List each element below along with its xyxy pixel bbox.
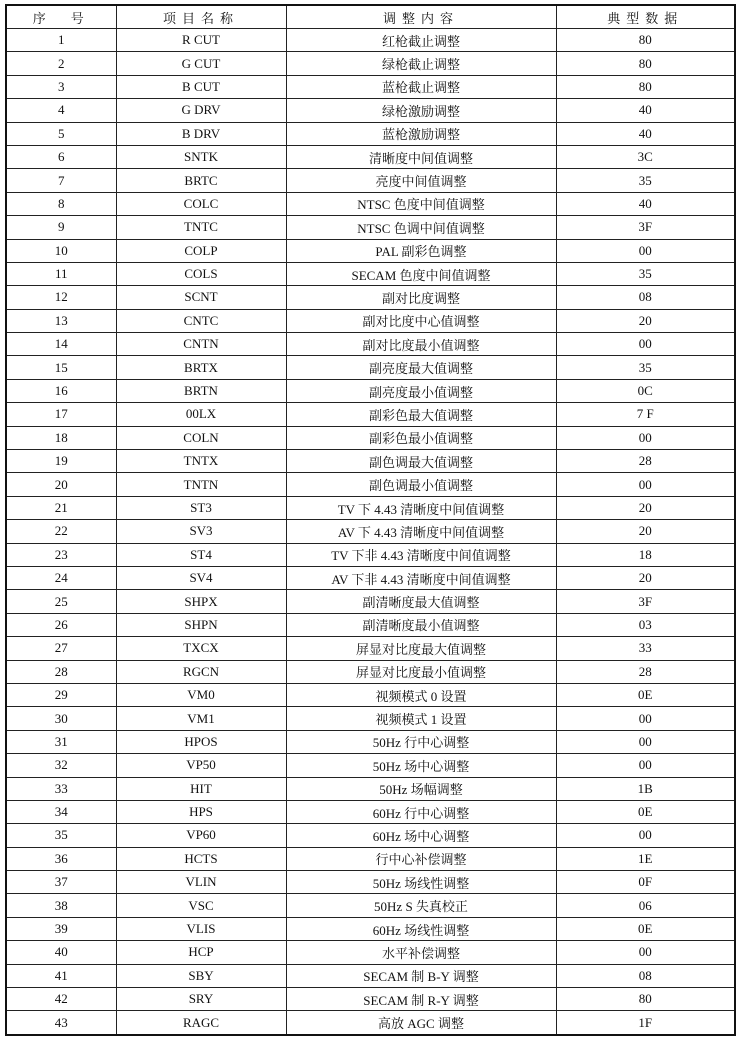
table-row — [6, 1011, 735, 1035]
cell-typical-value: 33 — [556, 637, 735, 660]
table-row — [6, 824, 735, 847]
cell-typical-value: 00 — [556, 824, 735, 847]
cell-index: 3 — [6, 75, 116, 98]
table-row — [6, 496, 735, 519]
cell-typical-value: 35 — [556, 356, 735, 379]
table-body — [6, 29, 735, 1036]
cell-item-name: R CUT — [116, 29, 286, 52]
cell-item-name: SCNT — [116, 286, 286, 309]
table-row — [6, 75, 735, 98]
cell-typical-value: 08 — [556, 286, 735, 309]
cell-adjustment: 视频模式 1 设置 — [286, 707, 556, 730]
cell-typical-value: 00 — [556, 707, 735, 730]
cell-index: 36 — [6, 847, 116, 870]
table-row — [6, 988, 735, 1011]
table-row — [6, 777, 735, 800]
cell-adjustment: AV 下非 4.43 清晰度中间值调整 — [286, 566, 556, 589]
cell-item-name: B DRV — [116, 122, 286, 145]
cell-typical-value: 40 — [556, 99, 735, 122]
cell-index: 9 — [6, 216, 116, 239]
cell-item-name: TXCX — [116, 637, 286, 660]
cell-typical-value: 08 — [556, 964, 735, 987]
cell-adjustment: 60Hz 场线性调整 — [286, 917, 556, 940]
table-row — [6, 730, 735, 753]
cell-adjustment: 红枪截止调整 — [286, 29, 556, 52]
cell-item-name: COLS — [116, 262, 286, 285]
cell-typical-value: 00 — [556, 426, 735, 449]
cell-typical-value: 80 — [556, 52, 735, 75]
table-row — [6, 894, 735, 917]
cell-index: 27 — [6, 637, 116, 660]
cell-typical-value: 00 — [556, 941, 735, 964]
table-row — [6, 333, 735, 356]
cell-item-name: TNTN — [116, 473, 286, 496]
cell-index: 30 — [6, 707, 116, 730]
cell-index: 35 — [6, 824, 116, 847]
cell-typical-value: 35 — [556, 169, 735, 192]
header-typical-value: 典型数据 — [556, 5, 735, 29]
cell-typical-value: 0F — [556, 871, 735, 894]
cell-typical-value: 3F — [556, 216, 735, 239]
cell-item-name: HCP — [116, 941, 286, 964]
cell-item-name: 00LX — [116, 403, 286, 426]
table-row — [6, 379, 735, 402]
cell-item-name: COLP — [116, 239, 286, 262]
header-item-name: 项目名称 — [116, 5, 286, 29]
cell-typical-value: 18 — [556, 543, 735, 566]
table-row — [6, 99, 735, 122]
cell-item-name: SHPX — [116, 590, 286, 613]
cell-index: 23 — [6, 543, 116, 566]
cell-adjustment: SECAM 色度中间值调整 — [286, 262, 556, 285]
cell-item-name: VLIS — [116, 917, 286, 940]
cell-typical-value: 0E — [556, 683, 735, 706]
cell-index: 15 — [6, 356, 116, 379]
cell-index: 24 — [6, 566, 116, 589]
cell-item-name: COLN — [116, 426, 286, 449]
table-row — [6, 262, 735, 285]
cell-typical-value: 35 — [556, 262, 735, 285]
cell-index: 5 — [6, 122, 116, 145]
cell-index: 1 — [6, 29, 116, 52]
cell-typical-value: 0C — [556, 379, 735, 402]
table-row — [6, 964, 735, 987]
cell-typical-value: 80 — [556, 988, 735, 1011]
cell-adjustment: 60Hz 场中心调整 — [286, 824, 556, 847]
cell-adjustment: NTSC 色调中间值调整 — [286, 216, 556, 239]
cell-index: 32 — [6, 754, 116, 777]
cell-adjustment: 副清晰度最大值调整 — [286, 590, 556, 613]
cell-typical-value: 20 — [556, 520, 735, 543]
cell-item-name: G DRV — [116, 99, 286, 122]
cell-item-name: CNTC — [116, 309, 286, 332]
cell-item-name: SRY — [116, 988, 286, 1011]
cell-index: 33 — [6, 777, 116, 800]
cell-typical-value: 06 — [556, 894, 735, 917]
cell-item-name: VM0 — [116, 683, 286, 706]
cell-typical-value: 40 — [556, 122, 735, 145]
table-row — [6, 871, 735, 894]
table-row — [6, 590, 735, 613]
cell-item-name: B CUT — [116, 75, 286, 98]
cell-index: 34 — [6, 800, 116, 823]
cell-typical-value: 00 — [556, 333, 735, 356]
cell-index: 2 — [6, 52, 116, 75]
cell-item-name: HPOS — [116, 730, 286, 753]
cell-typical-value: 7 F — [556, 403, 735, 426]
cell-typical-value: 20 — [556, 496, 735, 519]
table-row — [6, 847, 735, 870]
cell-index: 28 — [6, 660, 116, 683]
cell-typical-value: 00 — [556, 473, 735, 496]
cell-index: 12 — [6, 286, 116, 309]
cell-index: 31 — [6, 730, 116, 753]
cell-index: 14 — [6, 333, 116, 356]
table-row — [6, 122, 735, 145]
cell-adjustment: SECAM 制 R-Y 调整 — [286, 988, 556, 1011]
cell-index: 20 — [6, 473, 116, 496]
cell-item-name: VM1 — [116, 707, 286, 730]
cell-adjustment: 高放 AGC 调整 — [286, 1011, 556, 1035]
cell-adjustment: 副彩色最大值调整 — [286, 403, 556, 426]
table-row — [6, 29, 735, 52]
cell-index: 17 — [6, 403, 116, 426]
header-index: 序 号 — [6, 5, 116, 29]
cell-adjustment: 副对比度调整 — [286, 286, 556, 309]
cell-item-name: VP50 — [116, 754, 286, 777]
cell-adjustment: 行中心补偿调整 — [286, 847, 556, 870]
cell-typical-value: 1B — [556, 777, 735, 800]
cell-index: 18 — [6, 426, 116, 449]
cell-index: 40 — [6, 941, 116, 964]
cell-index: 38 — [6, 894, 116, 917]
cell-index: 19 — [6, 450, 116, 473]
table-row — [6, 707, 735, 730]
cell-adjustment: 50Hz 场中心调整 — [286, 754, 556, 777]
cell-typical-value: 0E — [556, 917, 735, 940]
table-header-row — [6, 5, 735, 29]
cell-item-name: CNTN — [116, 333, 286, 356]
cell-index: 43 — [6, 1011, 116, 1035]
table-row — [6, 286, 735, 309]
cell-index: 42 — [6, 988, 116, 1011]
cell-item-name: BRTC — [116, 169, 286, 192]
cell-index: 6 — [6, 145, 116, 168]
table-row — [6, 309, 735, 332]
table-row — [6, 169, 735, 192]
cell-typical-value: 28 — [556, 660, 735, 683]
table-row — [6, 239, 735, 262]
cell-item-name: SV3 — [116, 520, 286, 543]
cell-adjustment: 屏显对比度最大值调整 — [286, 637, 556, 660]
cell-adjustment: 副色调最小值调整 — [286, 473, 556, 496]
cell-adjustment: 水平补偿调整 — [286, 941, 556, 964]
cell-adjustment: 副亮度最大值调整 — [286, 356, 556, 379]
cell-item-name: TNTC — [116, 216, 286, 239]
cell-adjustment: 50Hz 场幅调整 — [286, 777, 556, 800]
table-row — [6, 403, 735, 426]
cell-item-name: BRTX — [116, 356, 286, 379]
cell-typical-value: 28 — [556, 450, 735, 473]
cell-adjustment: TV 下 4.43 清晰度中间值调整 — [286, 496, 556, 519]
document-page — [5, 4, 734, 1036]
cell-typical-value: 20 — [556, 566, 735, 589]
cell-item-name: SV4 — [116, 566, 286, 589]
cell-item-name: BRTN — [116, 379, 286, 402]
cell-item-name: SHPN — [116, 613, 286, 636]
cell-index: 21 — [6, 496, 116, 519]
cell-index: 41 — [6, 964, 116, 987]
cell-adjustment: 副亮度最小值调整 — [286, 379, 556, 402]
cell-adjustment: 绿枪截止调整 — [286, 52, 556, 75]
cell-item-name: VLIN — [116, 871, 286, 894]
cell-adjustment: 蓝枪激励调整 — [286, 122, 556, 145]
cell-typical-value: 20 — [556, 309, 735, 332]
table-row — [6, 145, 735, 168]
header-adjustment: 调整内容 — [286, 5, 556, 29]
table-row — [6, 216, 735, 239]
cell-adjustment: NTSC 色度中间值调整 — [286, 192, 556, 215]
cell-index: 7 — [6, 169, 116, 192]
table-row — [6, 426, 735, 449]
table-row — [6, 683, 735, 706]
cell-typical-value: 80 — [556, 29, 735, 52]
cell-adjustment: 60Hz 行中心调整 — [286, 800, 556, 823]
cell-item-name: HIT — [116, 777, 286, 800]
cell-adjustment: 副对比度最小值调整 — [286, 333, 556, 356]
cell-item-name: SBY — [116, 964, 286, 987]
table-row — [6, 520, 735, 543]
cell-adjustment: 副彩色最小值调整 — [286, 426, 556, 449]
cell-adjustment: AV 下 4.43 清晰度中间值调整 — [286, 520, 556, 543]
table-row — [6, 473, 735, 496]
cell-item-name: TNTX — [116, 450, 286, 473]
table-row — [6, 941, 735, 964]
cell-item-name: ST3 — [116, 496, 286, 519]
cell-item-name: VSC — [116, 894, 286, 917]
cell-item-name: HCTS — [116, 847, 286, 870]
cell-adjustment: 清晰度中间值调整 — [286, 145, 556, 168]
table-row — [6, 613, 735, 636]
cell-adjustment: 副清晰度最小值调整 — [286, 613, 556, 636]
cell-index: 4 — [6, 99, 116, 122]
cell-typical-value: 1E — [556, 847, 735, 870]
table-row — [6, 800, 735, 823]
table-row — [6, 637, 735, 660]
cell-typical-value: 03 — [556, 613, 735, 636]
cell-item-name: COLC — [116, 192, 286, 215]
cell-item-name: HPS — [116, 800, 286, 823]
cell-index: 25 — [6, 590, 116, 613]
table-row — [6, 917, 735, 940]
cell-index: 16 — [6, 379, 116, 402]
cell-adjustment: 亮度中间值调整 — [286, 169, 556, 192]
cell-index: 37 — [6, 871, 116, 894]
cell-typical-value: 40 — [556, 192, 735, 215]
table-row — [6, 356, 735, 379]
cell-adjustment: 50Hz 行中心调整 — [286, 730, 556, 753]
cell-adjustment: 副色调最大值调整 — [286, 450, 556, 473]
adjustment-table — [5, 4, 736, 1036]
cell-typical-value: 00 — [556, 239, 735, 262]
cell-item-name: RGCN — [116, 660, 286, 683]
cell-index: 13 — [6, 309, 116, 332]
cell-typical-value: 80 — [556, 75, 735, 98]
cell-adjustment: PAL 副彩色调整 — [286, 239, 556, 262]
table-row — [6, 52, 735, 75]
cell-item-name: G CUT — [116, 52, 286, 75]
table-row — [6, 192, 735, 215]
cell-item-name: RAGC — [116, 1011, 286, 1035]
table-row — [6, 754, 735, 777]
cell-typical-value: 00 — [556, 730, 735, 753]
cell-adjustment: SECAM 制 B-Y 调整 — [286, 964, 556, 987]
cell-adjustment: 50Hz S 失真校正 — [286, 894, 556, 917]
cell-index: 11 — [6, 262, 116, 285]
cell-adjustment: 视频模式 0 设置 — [286, 683, 556, 706]
cell-typical-value: 3C — [556, 145, 735, 168]
table-row — [6, 543, 735, 566]
cell-index: 39 — [6, 917, 116, 940]
cell-item-name: VP60 — [116, 824, 286, 847]
cell-typical-value: 0E — [556, 800, 735, 823]
table-row — [6, 450, 735, 473]
cell-typical-value: 00 — [556, 754, 735, 777]
table-row — [6, 566, 735, 589]
cell-index: 10 — [6, 239, 116, 262]
cell-adjustment: TV 下非 4.43 清晰度中间值调整 — [286, 543, 556, 566]
cell-adjustment: 绿枪激励调整 — [286, 99, 556, 122]
cell-typical-value: 3F — [556, 590, 735, 613]
cell-index: 26 — [6, 613, 116, 636]
cell-adjustment: 副对比度中心值调整 — [286, 309, 556, 332]
cell-adjustment: 50Hz 场线性调整 — [286, 871, 556, 894]
cell-index: 29 — [6, 683, 116, 706]
cell-typical-value: 1F — [556, 1011, 735, 1035]
cell-item-name: SNTK — [116, 145, 286, 168]
cell-index: 8 — [6, 192, 116, 215]
cell-item-name: ST4 — [116, 543, 286, 566]
cell-adjustment: 蓝枪截止调整 — [286, 75, 556, 98]
cell-index: 22 — [6, 520, 116, 543]
cell-adjustment: 屏显对比度最小值调整 — [286, 660, 556, 683]
table-row — [6, 660, 735, 683]
